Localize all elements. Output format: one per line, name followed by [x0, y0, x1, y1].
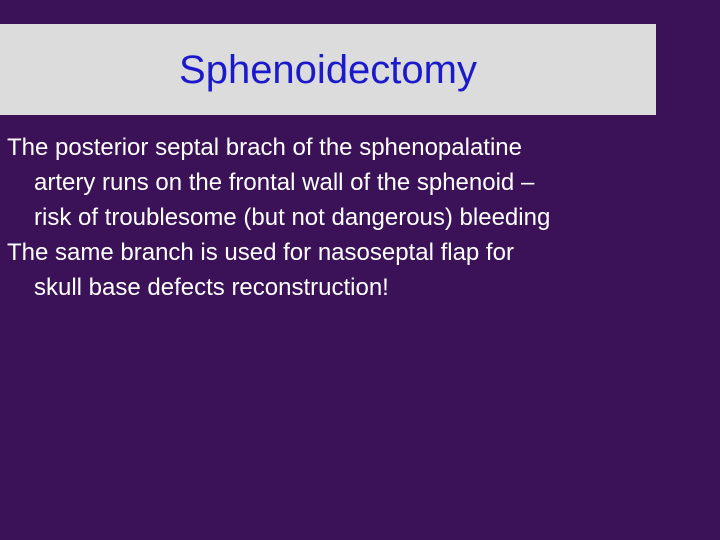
title-band: [0, 24, 656, 115]
slide-title: Sphenoidectomy: [179, 47, 477, 92]
paragraph-2-line-1: The same branch is used for nasoseptal flap for: [7, 239, 514, 266]
paragraph-1-line-3: risk of troublesome (but not dangerous) bleeding: [34, 204, 551, 231]
paragraph-2: [7, 235, 707, 305]
paragraph-1: [7, 130, 707, 235]
paragraph-1-line-1: The posterior septal brach of the sphenopalatine: [7, 134, 523, 161]
paragraph-2-line-2: skull base defects reconstruction!: [34, 274, 389, 301]
slide-body: [7, 130, 707, 305]
paragraph-1-line-2: artery runs on the frontal wall of the sphenoid –: [34, 169, 535, 196]
